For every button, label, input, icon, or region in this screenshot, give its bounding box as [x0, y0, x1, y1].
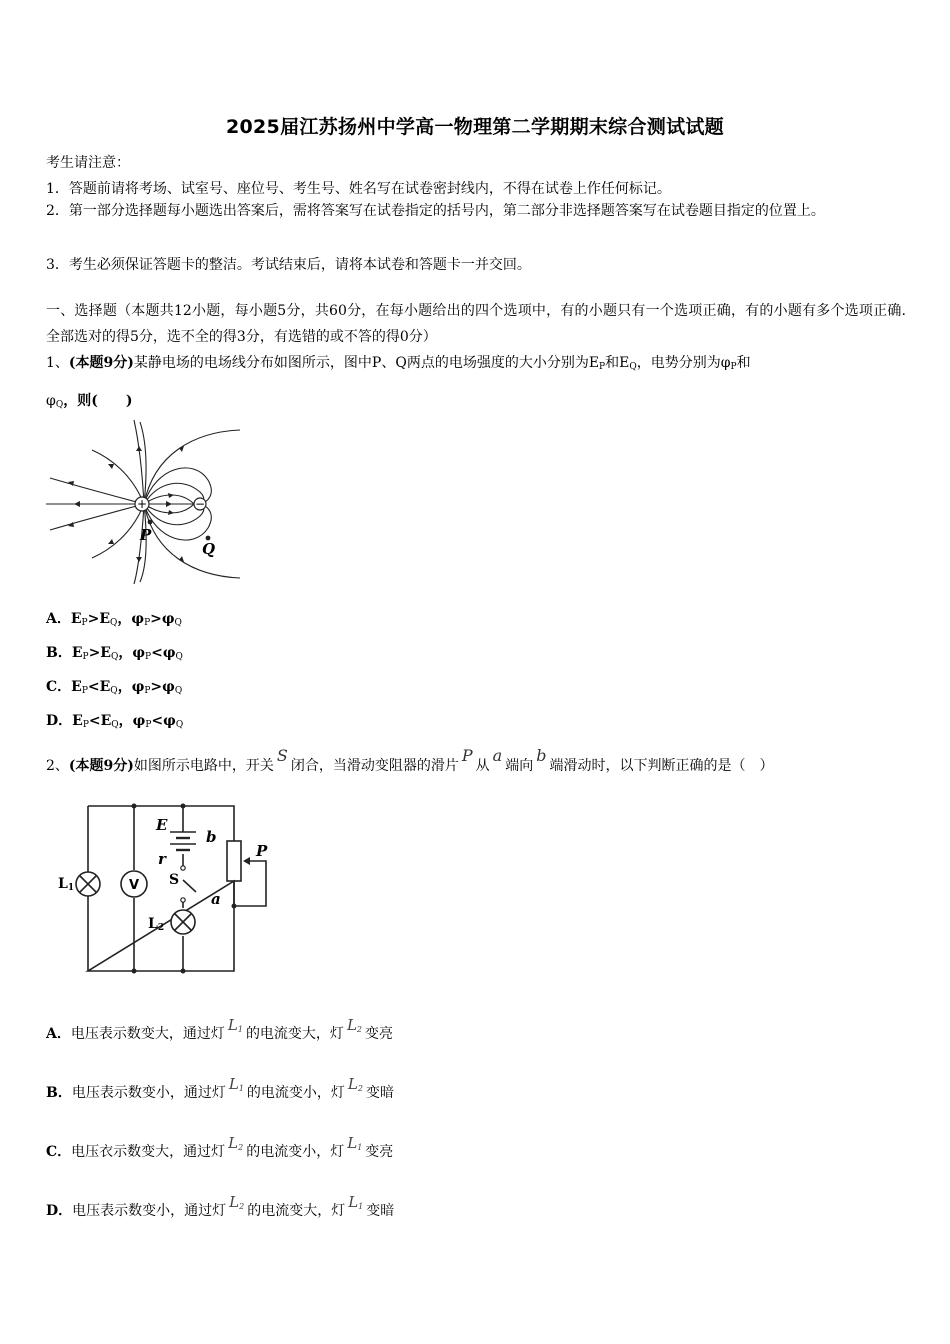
q1-stem-c: ，电势分别为φ [636, 355, 731, 371]
section-header: 一、选择题（本题共12小题，每小题5分，共60分，在每小题给出的四个选项中，有的小题只有一个选项正确，有的小题有多个选项正确.全部选对的得5分，选不全的得3分，有选错的或不答的得0分） [46, 303, 906, 345]
q2-var-s: S [276, 746, 288, 765]
q2-label-b: b [206, 828, 217, 846]
q1-stem-tail [46, 390, 132, 410]
q2-option-b[interactable]: B．电压表示数变小，通过灯 $L_1$ 的电流变小，灯 $L_2$ 变暗 [46, 1075, 394, 1101]
q2-voltmeter: V [128, 878, 140, 893]
q1-option-c[interactable]: C．$E_P<E_Q$，$\varphi_P>\varphi_Q$ [46, 679, 183, 696]
q1-sub-q: Q [629, 362, 637, 372]
q1-phi: φ [46, 393, 56, 409]
q1-field-figure [44, 418, 244, 586]
q2-label-p: P [256, 842, 268, 860]
q1-sub-p2: P [730, 362, 737, 372]
q1-sub-p: P [599, 362, 606, 372]
q1-score: (本题9分) [68, 355, 134, 371]
q2-label-l2: L2 [148, 916, 165, 933]
notice-item-2: 2．第一部分选择题每小题选出答案后，需将答案写在试卷指定的括号内，第二部分非选择题答案写在试卷题目指定的位置上。 [46, 203, 825, 219]
q1-option-b[interactable]: B．$E_P>E_Q$，$\varphi_P<\varphi_Q$ [46, 645, 183, 662]
q1-plus-charge: + [136, 497, 148, 511]
q2-label-a: a [211, 890, 221, 908]
notice-heading: 考生请注意： [46, 155, 130, 171]
q1-label-q: Q [202, 540, 216, 558]
q1-number: 1、 [46, 355, 69, 371]
page-title: 2025届江苏扬州中学高一物理第二学期期末综合测试试题 [226, 116, 724, 138]
q2-label-s: S [169, 872, 180, 888]
q2-label-l1: L1 [58, 876, 75, 893]
q1-tail: ，则( ) [63, 393, 133, 409]
q2-option-d[interactable]: D．电压表示数变小，通过灯 $L_2$ 的电流变大，灯 $L_1$ 变暗 [46, 1193, 395, 1219]
q2-label-r: r [158, 850, 166, 868]
notice-item-3: 3．考生必须保证答题卡的整洁。考试结束后，请将本试卷和答题卡一并交回。 [46, 257, 531, 273]
q1-stem-a: 某静电场的电场线分布如图所示，图中P、Q两点的电场强度的大小分别为E [133, 355, 600, 371]
q1-stem-b: 和E [605, 355, 630, 371]
q1-sub-q2: Q [55, 400, 64, 410]
q2-option-c[interactable]: C．电压衣示数变大，通过灯 $L_2$ 的电流变小，灯 $L_1$ 变亮 [46, 1134, 394, 1160]
q2-var-p: P [461, 746, 473, 765]
q2-circuit-figure [44, 796, 294, 988]
q2-option-a[interactable]: A．电压表示数变大，通过灯 $L_1$ 的电流变大，灯 $L_2$ 变亮 [46, 1016, 393, 1042]
q1-option-a[interactable]: A．$E_P>E_Q$，$\varphi_P>\varphi_Q$ [46, 611, 182, 628]
q1-option-d[interactable]: D．$E_P<E_Q$，$\varphi_P<\varphi_Q$ [46, 713, 184, 730]
q1-stem-d: 和 [736, 355, 751, 371]
q1-stem [46, 352, 751, 372]
q2-stem: 2、(本题9分)如图所示电路中，开关S闭合，当滑动变阻器的滑片P从a端向b端滑动时，以下判断正确的是（ ） [46, 746, 774, 774]
q1-label-p: P [140, 526, 152, 544]
q2-label-e: E [156, 816, 168, 834]
notice-item-1: 1．答题前请将考场、试室号、座位号、考生号、姓名写在试卷密封线内，不得在试卷上作任何标记。 [46, 181, 671, 197]
q2-var-b: b [536, 746, 547, 765]
q1-minus-charge: − [194, 497, 206, 511]
q2-var-a: a [492, 746, 503, 765]
